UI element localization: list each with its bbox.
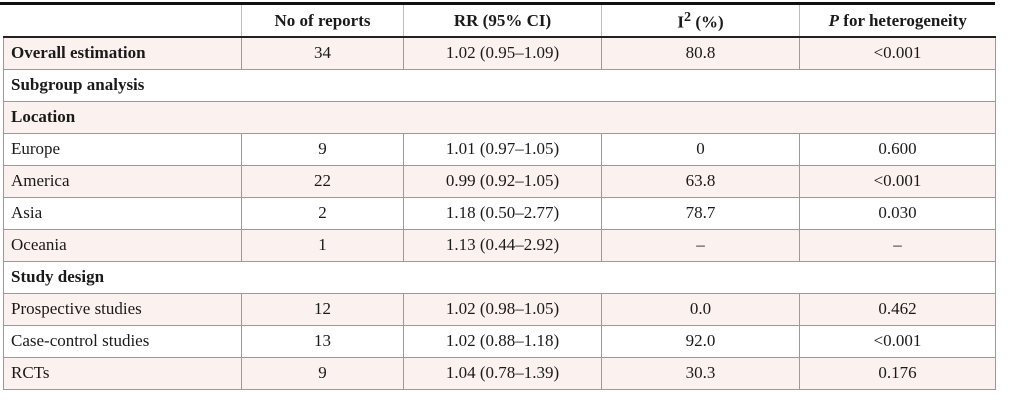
cell-rr: 1.04 (0.78–1.39) (404, 357, 602, 389)
section-row-location (4, 101, 996, 133)
table-row (4, 293, 996, 325)
cell-p: <0.001 (800, 165, 996, 197)
cell-i2: 0 (602, 133, 800, 165)
header-i2 (602, 5, 800, 37)
section-label-study-design: Study design (4, 261, 996, 293)
cell-i2: 63.8 (602, 165, 800, 197)
cell-rr: 1.02 (0.88–1.18) (404, 325, 602, 357)
header-p (800, 5, 996, 37)
cell-i2: 80.8 (602, 37, 800, 69)
row-label: Prospective studies (4, 293, 242, 325)
header-row (4, 5, 996, 37)
cell-reports: 12 (242, 293, 404, 325)
table-row (4, 133, 996, 165)
cell-p: 0.030 (800, 197, 996, 229)
row-label: Case-control studies (4, 325, 242, 357)
cell-reports: 34 (242, 37, 404, 69)
cell-rr: 1.18 (0.50–2.77) (404, 197, 602, 229)
cell-i2: 78.7 (602, 197, 800, 229)
cell-p: – (800, 229, 996, 261)
cell-rr: 1.02 (0.98–1.05) (404, 293, 602, 325)
cell-rr: 1.13 (0.44–2.92) (404, 229, 602, 261)
table-row (4, 197, 996, 229)
cell-p: 0.462 (800, 293, 996, 325)
row-label: RCTs (4, 357, 242, 389)
section-label-subgroup: Subgroup analysis (4, 69, 996, 101)
cell-p: 0.176 (800, 357, 996, 389)
table-row (4, 229, 996, 261)
cell-i2: 30.3 (602, 357, 800, 389)
header-i2-prefix: I (677, 12, 684, 32)
row-label: Asia (4, 197, 242, 229)
header-reports: No of reports (242, 5, 404, 37)
table-header (4, 5, 996, 37)
section-row-subgroup (4, 69, 996, 101)
row-label: Oceania (4, 229, 242, 261)
header-p-italic: P (828, 10, 840, 30)
cell-i2: – (602, 229, 800, 261)
header-p-rest: for heterogeneity (839, 10, 967, 30)
row-label: Europe (4, 133, 242, 165)
cell-reports: 1 (242, 229, 404, 261)
cell-reports: 2 (242, 197, 404, 229)
header-blank (4, 5, 242, 37)
cell-reports: 22 (242, 165, 404, 197)
row-label: Overall estimation (4, 37, 242, 69)
cell-p: 0.600 (800, 133, 996, 165)
table-row (4, 357, 996, 389)
cell-reports: 13 (242, 325, 404, 357)
section-label-location: Location (4, 101, 996, 133)
header-rr: RR (95% CI) (404, 5, 602, 37)
cell-p: <0.001 (800, 325, 996, 357)
cell-reports: 9 (242, 357, 404, 389)
cell-reports: 9 (242, 133, 404, 165)
table-row (4, 165, 996, 197)
table-body (4, 37, 996, 389)
cell-p: <0.001 (800, 37, 996, 69)
cell-i2: 0.0 (602, 293, 800, 325)
cell-rr: 1.01 (0.97–1.05) (404, 133, 602, 165)
table-row-overall (4, 37, 996, 69)
heterogeneity-table (3, 5, 996, 390)
section-row-study-design (4, 261, 996, 293)
cell-rr: 1.02 (0.95–1.09) (404, 37, 602, 69)
row-label: America (4, 165, 242, 197)
cell-i2: 92.0 (602, 325, 800, 357)
header-i2-suffix: (%) (691, 12, 724, 32)
header-i2-sup: 2 (683, 8, 692, 25)
table-row (4, 325, 996, 357)
cell-rr: 0.99 (0.92–1.05) (404, 165, 602, 197)
